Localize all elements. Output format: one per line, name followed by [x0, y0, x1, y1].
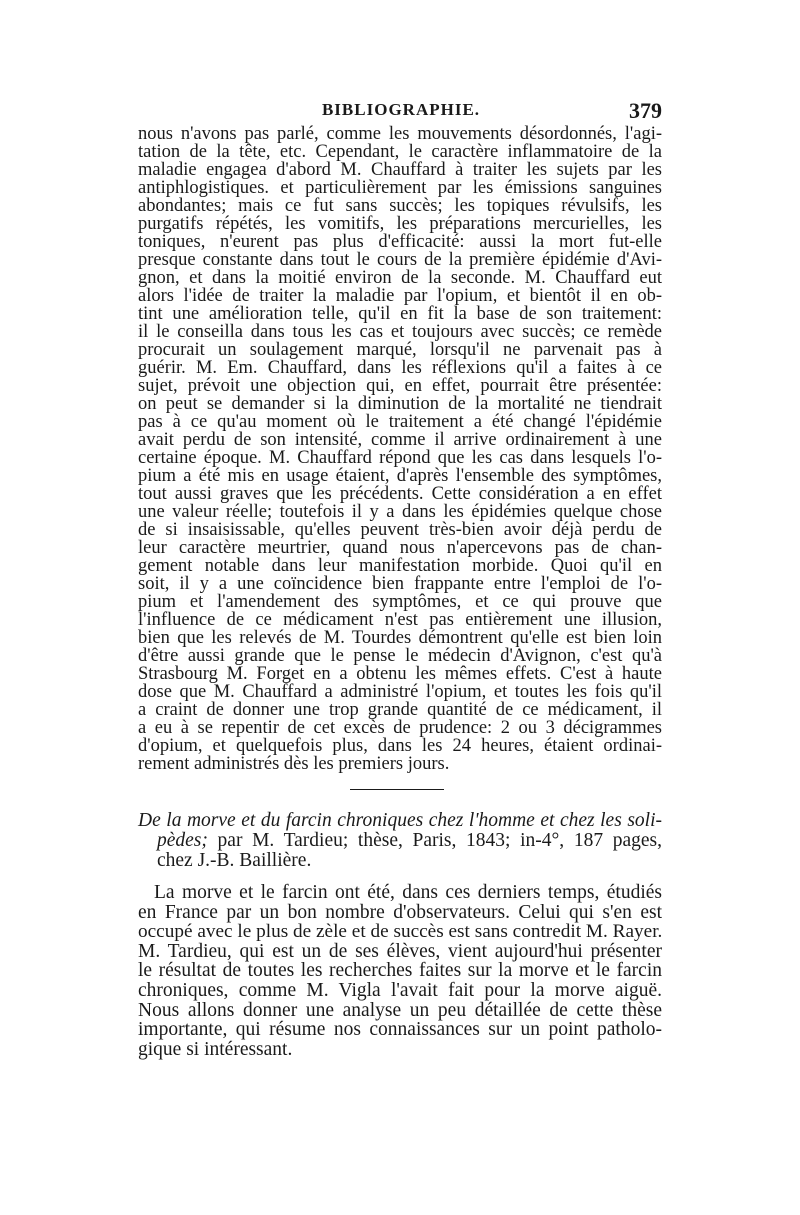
text-line: La morve et le farcin ont été, dans ces derniers temps, étudiés: [154, 882, 662, 903]
text-line: gique si intéressant.: [138, 1038, 293, 1060]
citation-title: De la morve et du farcin chroniques chez l'homme et chez les soli-: [138, 810, 662, 831]
text-line: Strasbourg M. Forget en a obtenu les mêmes effets. C'est à haute: [138, 664, 662, 684]
text-line: tout aussi graves que les précédents. Cette considération a en effet: [138, 484, 662, 504]
text-line: tation de la tête, etc. Cependant, le caractère inflammatoire de la: [138, 142, 662, 162]
text-line: bien que les relevés de M. Tourdes démontrent qu'elle est bien loin: [138, 628, 662, 648]
text-line: a craint de donner une trop grande quantité de ce médicament, il: [138, 700, 662, 720]
text-line: gnon, et dans la moitié environ de la seconde. M. Chauffard eut: [138, 268, 662, 288]
text-line: pas à ce qu'au moment où le traitement a été changé l'épidémie: [138, 412, 662, 432]
text-line: dose que M. Chauffard a administré l'opium, et toutes les fois qu'il: [138, 682, 662, 702]
text-line: de si insaisissable, qu'elles peuvent très-bien avoir déjà perdu de: [138, 520, 662, 540]
text-line: d'être aussi grande que le pense le médecin d'Avignon, c'est qu'à: [138, 646, 662, 666]
text-line: leur caractère meurtrier, quand nous n'apercevons pas de chan-: [138, 538, 662, 558]
text-line: toniques, n'eurent pas plus d'efficacité: aussi la mort fut-elle: [138, 232, 662, 252]
text-line: tint une amélioration telle, qu'il en fit la base de son traitement:: [138, 304, 662, 324]
section-divider: [350, 789, 444, 790]
text-line: soit, il y a une coïncidence bien frappante entre l'emploi de l'o-: [138, 574, 662, 594]
text-line: procurait un soulagement marqué, lorsqu'il ne parvenait pas à: [138, 340, 662, 360]
text-line: gement notable dans leur manifestation morbide. Quoi qu'il en: [138, 556, 662, 576]
citation-line: [138, 811, 662, 831]
text-line: en France par un bon nombre d'observateurs. Celui qui s'en est: [138, 901, 662, 923]
page-header: [140, 100, 662, 126]
text-line: l'influence de ce médicament n'est pas entièrement une illusion,: [138, 610, 662, 630]
text-line: d'opium, et quelquefois plus, dans les 24 heures, étaient ordinai-: [138, 736, 662, 756]
text-line: le résultat de toutes les recherches faites sur la morve et le farcin: [138, 960, 662, 982]
text-line: M. Tardieu, qui est un de ses élèves, vient aujourd'hui présenter: [138, 940, 662, 962]
text-line: certaine époque. M. Chauffard répond que les cas dans lesquels l'o-: [138, 448, 662, 468]
text-line: avait perdu de son intensité, comme il arrive ordinairement à une: [138, 430, 662, 450]
text-line: pium et l'amendement des symptômes, et ce qui prouve que: [138, 592, 662, 612]
text-line: a eu à se repentir de cet excès de prudence: 2 ou 3 décigrammes: [138, 718, 662, 738]
text-line: Nous allons donner une analyse un peu détaillée de cette thèse: [138, 999, 662, 1021]
text-line: importante, qui résume nos connaissances sur un point patholo-: [138, 1019, 662, 1041]
review-citation: [138, 811, 662, 871]
text-line: alors l'idée de traiter la maladie par l'opium, et bientôt il en ob-: [138, 286, 662, 306]
text-line: nous n'avons pas parlé, comme les mouvements désordonnés, l'agi-: [138, 124, 662, 144]
text-line: pium a été mis en usage étaient, d'après l'ensemble des symptômes,: [138, 466, 662, 486]
text-line: une valeur réelle; toutefois il y a dans les épidémies quelque chose: [138, 502, 662, 522]
citation-line: [138, 831, 662, 851]
review-text: [138, 883, 662, 1059]
text-line: chroniques, comme M. Vigla l'avait fait pour la morve aiguë.: [138, 979, 662, 1001]
text-line: rement administrés dès les premiers jours.: [138, 754, 450, 774]
text-line: presque constante dans tout le cours de la première épidémie d'Avi-: [138, 250, 662, 270]
text-line: purgatifs répétés, les vomitifs, les préparations mercurielles, les: [138, 214, 662, 234]
text-line: il le conseilla dans tous les cas et toujours avec succès; ce remède: [138, 322, 662, 342]
citation-details: par M. Tardieu; thèse, Paris, 1843; in-4°, 187 pages,: [207, 830, 662, 851]
running-head: BIBLIOGRAPHIE.: [321, 100, 481, 119]
text-line: abondantes; mais ce fut sans succès; les topiques révulsifs, les: [138, 196, 662, 216]
citation-title-end: pèdes;: [157, 830, 208, 851]
text-line: antiphlogistiques. et particulièrement par les émissions sanguines: [138, 178, 662, 198]
body-text: [138, 125, 662, 773]
text-line: sujet, prévoit une objection qui, en effet, pourrait être présentée:: [138, 376, 662, 396]
text-line: occupé avec le plus de zèle et de succès est sans contredit M. Rayer.: [138, 921, 663, 943]
text-line: guérir. M. Em. Chauffard, dans les réflexions qu'il a faites à ce: [138, 358, 662, 378]
text-line: on peut se demander si la diminution de la mortalité ne tiendrait: [138, 394, 662, 414]
citation-publisher: chez J.-B. Baillière.: [157, 850, 312, 871]
page-number: 379: [629, 98, 662, 123]
text-line: maladie engagea d'abord M. Chauffard à traiter les sujets par les: [138, 160, 662, 180]
